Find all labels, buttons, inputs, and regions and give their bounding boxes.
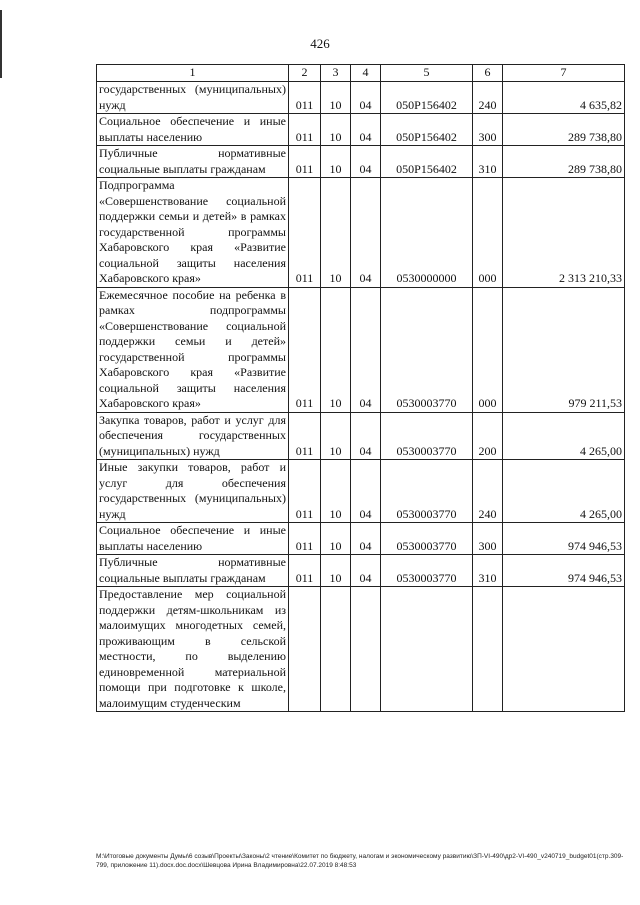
row-amount-cell: 4 635,82 [503,82,625,114]
row-code-cell: 011 [289,178,321,288]
row-code-cell: 011 [289,555,321,587]
row-amount-cell [503,587,625,712]
file-path-footer: M:\Итоговые документы Думы\6 созыв\Проекты\Законы\2 чтение\Комитет по бюджету, налогам и экономическому развитию\ЗП-VI-490\др2-VI-490_v240719_budget01(стр.309-799, приложение 11).docx.doc.docx\Шевцова Ирина Владимировна\22.07.2019 8:48:53 [96,853,624,869]
column-header-5: 5 [381,65,473,82]
column-header-1: 1 [97,65,289,82]
row-amount-cell: 2 313 210,33 [503,178,625,288]
row-expense-type-cell: 310 [473,146,503,178]
row-name-cell: Закупка товаров, работ и услуг для обеспечения государственных (муниципальных) нужд [97,412,289,460]
row-section-cell: 10 [321,412,351,460]
row-target-article-cell: 0530003770 [381,412,473,460]
row-name-cell: государственных (муниципальных) нужд [97,82,289,114]
row-expense-type-cell: 000 [473,178,503,288]
row-target-article-cell: 0530003770 [381,523,473,555]
row-amount-cell: 4 265,00 [503,412,625,460]
row-target-article-cell: 0530000000 [381,178,473,288]
row-name-cell: Социальное обеспечение и иные выплаты населению [97,114,289,146]
row-expense-type-cell: 300 [473,114,503,146]
row-subsection-cell [351,587,381,712]
row-section-cell: 10 [321,523,351,555]
row-expense-type-cell: 240 [473,82,503,114]
table-row [97,146,625,178]
row-amount-cell: 974 946,53 [503,523,625,555]
row-expense-type-cell: 240 [473,460,503,523]
row-amount-cell: 289 738,80 [503,114,625,146]
row-name-cell: Публичные нормативные социальные выплаты гражданам [97,555,289,587]
row-name-cell: Подпрограмма «Совершенствование социальной поддержки семьи и детей» в рамках государственной программы Хабаровского края «Развитие социальной защиты населения Хабаровского края» [97,178,289,288]
table-row [97,523,625,555]
row-code-cell: 011 [289,114,321,146]
table-body [97,82,625,712]
row-subsection-cell: 04 [351,523,381,555]
row-name-cell: Ежемесячное пособие на ребенка в рамках подпрограммы «Совершенствование социальной поддержки семьи и детей» государственной программы Хабаровского края «Развитие социальной защиты населения Хабаровского края» [97,287,289,412]
row-section-cell: 10 [321,460,351,523]
row-subsection-cell: 04 [351,460,381,523]
row-subsection-cell: 04 [351,412,381,460]
row-target-article-cell: 0530003770 [381,555,473,587]
row-code-cell: 011 [289,82,321,114]
row-target-article-cell: 0530003770 [381,287,473,412]
row-code-cell: 011 [289,287,321,412]
row-name-cell: Социальное обеспечение и иные выплаты населению [97,523,289,555]
column-header-6: 6 [473,65,503,82]
row-target-article-cell: 050P156402 [381,114,473,146]
row-code-cell: 011 [289,412,321,460]
table-row [97,114,625,146]
row-target-article-cell [381,587,473,712]
row-subsection-cell: 04 [351,287,381,412]
column-header-3: 3 [321,65,351,82]
row-subsection-cell: 04 [351,114,381,146]
row-section-cell: 10 [321,287,351,412]
column-header-2: 2 [289,65,321,82]
row-target-article-cell: 050P156402 [381,146,473,178]
row-expense-type-cell: 300 [473,523,503,555]
row-target-article-cell: 050P156402 [381,82,473,114]
row-subsection-cell: 04 [351,178,381,288]
row-code-cell [289,587,321,712]
row-section-cell: 10 [321,114,351,146]
column-header-4: 4 [351,65,381,82]
row-name-cell: Предоставление мер социальной поддержки детям-школьникам из малоимущих многодетных семей, проживающим в сельской местности, по выделению единовременной материальной помощи при подготовке к школе, малоимущим студенческим [97,587,289,712]
row-expense-type-cell: 310 [473,555,503,587]
row-amount-cell: 4 265,00 [503,460,625,523]
row-code-cell: 011 [289,146,321,178]
row-code-cell: 011 [289,523,321,555]
row-expense-type-cell: 200 [473,412,503,460]
row-target-article-cell: 0530003770 [381,460,473,523]
budget-table [96,64,625,712]
row-section-cell: 10 [321,146,351,178]
table-row [97,178,625,288]
row-expense-type-cell [473,587,503,712]
row-subsection-cell: 04 [351,555,381,587]
table-row [97,555,625,587]
row-amount-cell: 979 211,53 [503,287,625,412]
table-header [97,65,625,82]
table-row [97,587,625,712]
row-amount-cell: 974 946,53 [503,555,625,587]
page-number: 426 [310,36,330,51]
row-subsection-cell: 04 [351,146,381,178]
row-name-cell: Иные закупки товаров, работ и услуг для обеспечения государственных (муниципальных) нужд [97,460,289,523]
table-row [97,460,625,523]
row-section-cell [321,587,351,712]
table-row [97,412,625,460]
row-section-cell: 10 [321,82,351,114]
column-numbers-row [97,65,625,82]
row-section-cell: 10 [321,178,351,288]
row-section-cell: 10 [321,555,351,587]
column-header-7: 7 [503,65,625,82]
row-subsection-cell: 04 [351,82,381,114]
row-amount-cell: 289 738,80 [503,146,625,178]
table-row [97,287,625,412]
table-row [97,82,625,114]
row-code-cell: 011 [289,460,321,523]
row-expense-type-cell: 000 [473,287,503,412]
row-name-cell: Публичные нормативные социальные выплаты гражданам [97,146,289,178]
